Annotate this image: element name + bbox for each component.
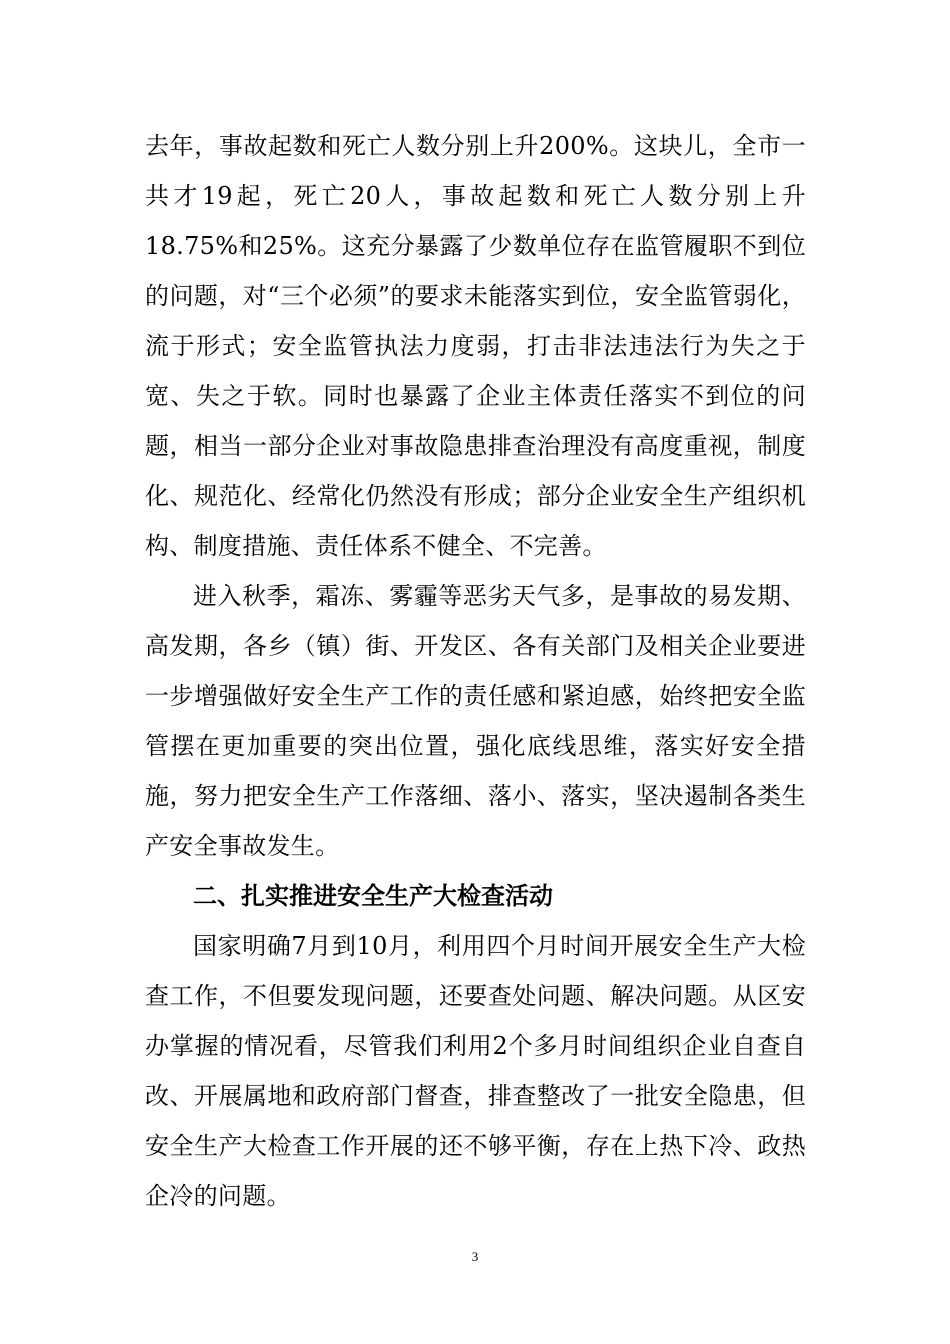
paragraph-3: 国家明确7月到10月，利用四个月时间开展安全生产大检查工作，不但要发现问题，还要查处问题、解决问题。从区安办掌握的情况看，尽管我们利用2个多月时间组织企业自查自改、开展属地和政府部门督查，排查整改了一批安全隐患，但安全生产大检查工作开展的还不够平衡，存在上热下冷、政热企冷的问题。 (145, 932, 806, 1210)
section-heading: 二、扎实推进安全生产大检查活动 (193, 882, 553, 910)
paragraph-1: 去年，事故起数和死亡人数分别上升200%。这块儿，全市一共才19起，死亡20人，事故起数和死亡人数分别上升18.75%和25%。这充分暴露了少数单位存在监管履职不到位的问题，对“三个必须”的要求未能落实到位，安全监管弱化，流于形式；安全监管执法力度弱，打击非法违法行为失之于宽、失之于软。同时也暴露了企业主体责任落实不到位的问题，相当一部分企业对事故隐患排查治理没有高度重视，制度化、规范化、经常化仍然没有形成；部分企业安全生产组织机构、制度措施、责任体系不健全、不完善。 (145, 132, 806, 560)
document-page (145, 121, 806, 1221)
paragraph-2: 进入秋季，霜冻、雾霾等恶劣天气多，是事故的易发期、高发期，各乡（镇）街、开发区、各有关部门及相关企业要进一步增强做好安全生产工作的责任感和紧迫感，始终把安全监管摆在更加重要的突出位置，强化底线思维，落实好安全措施，努力把安全生产工作落细、落小、落实，坚决遏制各类生产安全事故发生。 (145, 582, 806, 860)
page-number: 3 (471, 1249, 479, 1264)
